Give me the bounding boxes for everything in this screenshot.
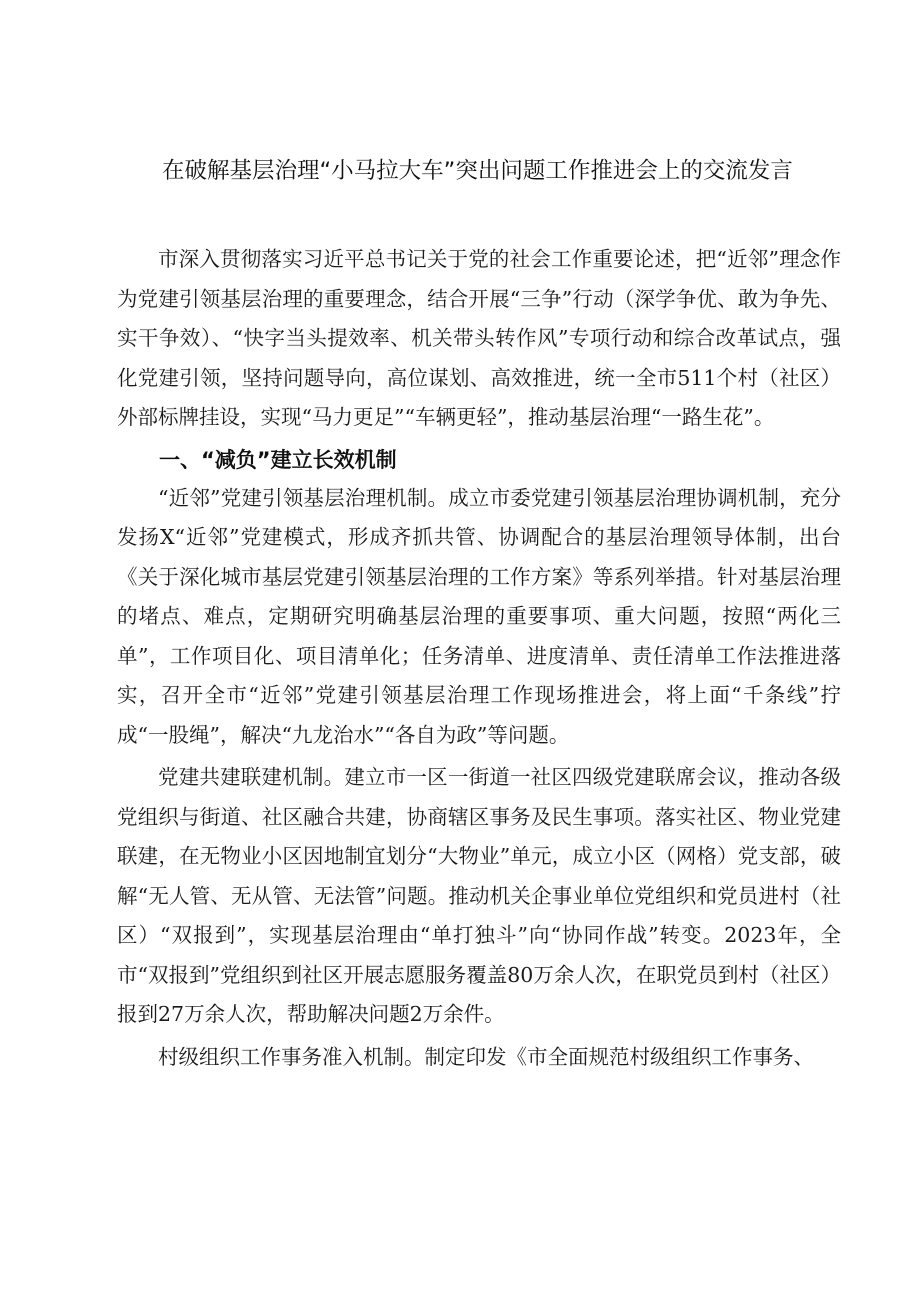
document-body [117,240,841,1077]
section-1-paragraph-2: 党建共建联建机制。建立市一区一街道一社区四级党建联席会议，推动各级党组织与街道、社区融合共建，协商辖区事务及民生事项。落实社区、物业党建联建，在无物业小区因地制宜划分“大物业”单元，成立小区（网格）党支部，破解“无人管、无从管、无法管”问题。推动机关企事业单位党组织和党员进村（社区）“双报到”，实现基层治理由“单打独斗”向“协同作战”转变。2023年，全市“双报到”党组织到社区开展志愿服务覆盖80万余人次，在职党员到村（社区）报到27万余人次，帮助解决问题2万余件。 [117,765,841,1026]
section-1-paragraph-1: “近邻”党建引领基层治理机制。成立市委党建引领基层治理协调机制，充分发扬X“近邻”党建模式，形成齐抓共管、协调配合的基层治理领导体制，出台《关于深化城市基层党建引领基层治理的工作方案》等系列举措。针对基层治理的堵点、难点，定期研究明确基层治理的重要事项、重大问题，按照“两化三单”，工作项目化、项目清单化；任务清单、进度清单、责任清单工作法推进落实，召开全市“近邻”党建引领基层治理工作现场推进会，将上面“千条线”拧成“一股绳”，解决“九龙治水”“各自为政”等问题。 [117,485,841,747]
document-title: 在破解基层治理“小马拉大车”突出问题工作推进会上的交流发言 [162,158,793,184]
section-1-paragraph-3: 村级组织工作事务准入机制。制定印发《市全面规范村级组织工作事务、 [158,1044,814,1069]
section-heading-1: 一、“减负”建立长效机制 [159,447,397,472]
intro-paragraph: 市深入贯彻落实习近平总书记关于党的社会工作重要论述，把“近邻”理念作为党建引领基层治理的重要理念，结合开展“三争”行动（深学争优、敢为争先、实干争效）、“快字当头提效率、机关带头转作风”专项行动和综合改革试点，强化党建引领，坚持问题导向，高位谋划、高效推进，统一全市511个村（社区）外部标牌挂设，实现“马力更足”“车辆更轻”，推动基层治理“一路生花”。 [117,247,841,429]
